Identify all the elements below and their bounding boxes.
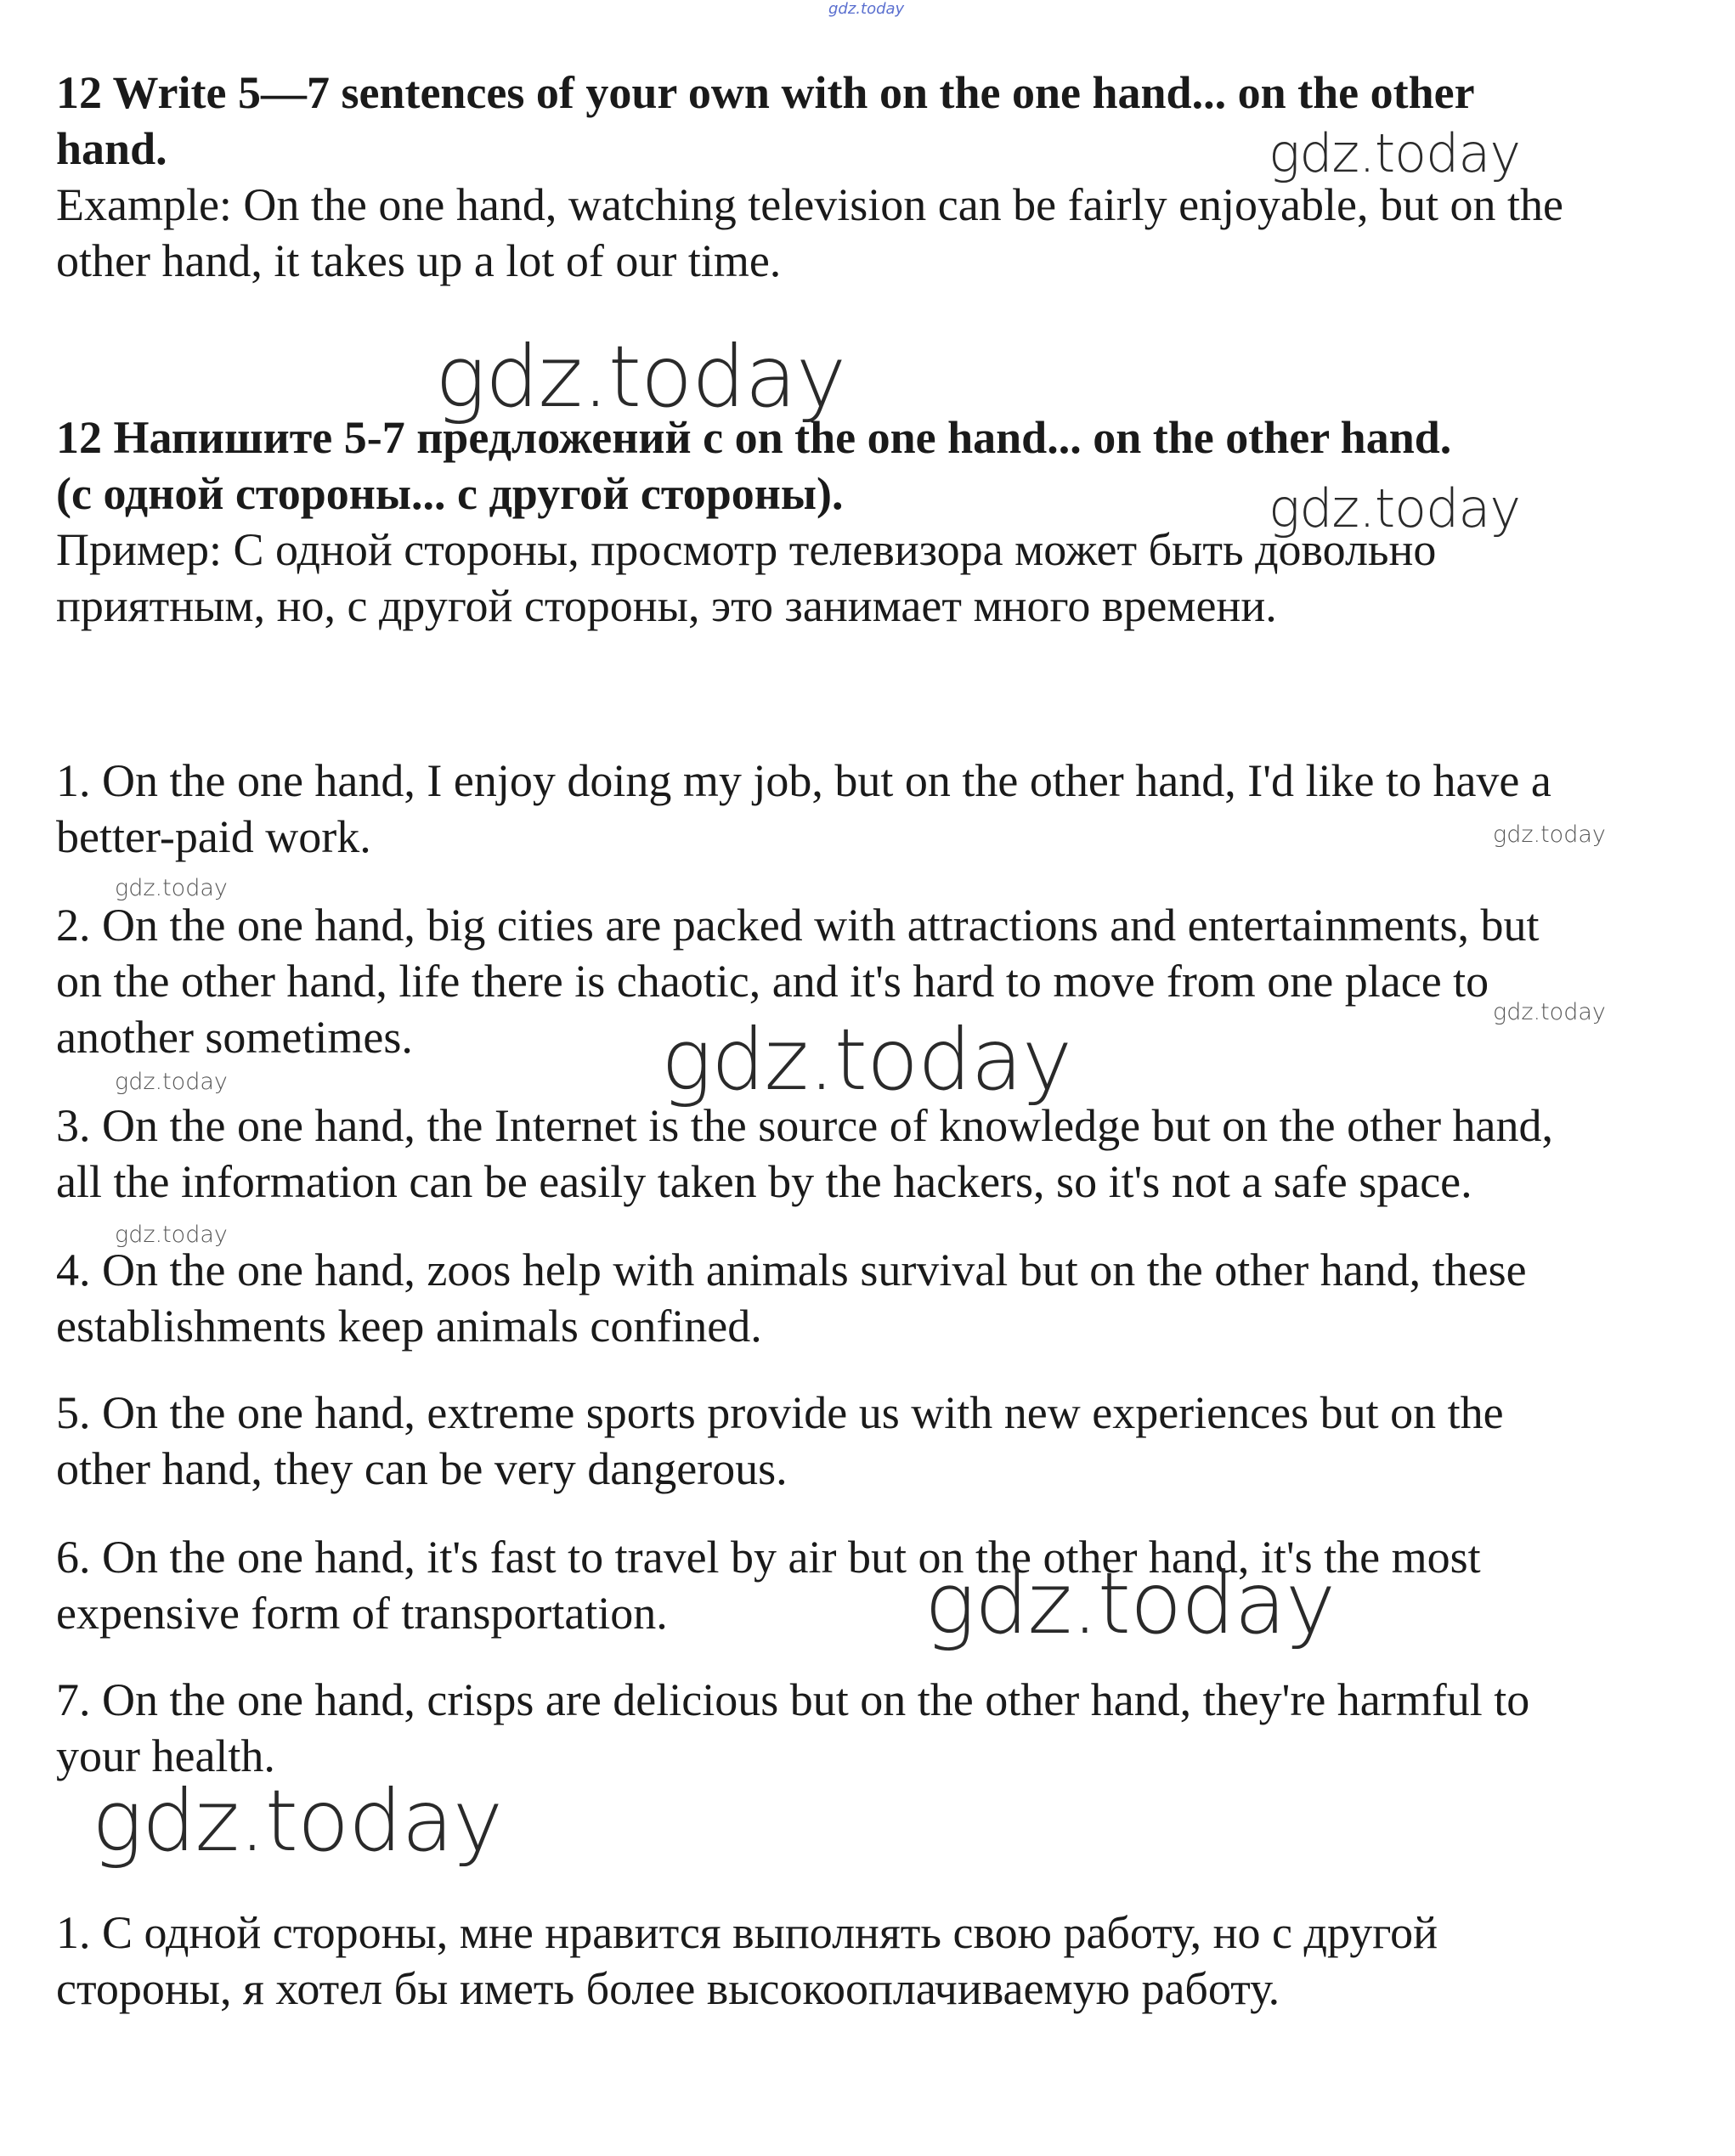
watermark: gdz.today [1493,821,1606,848]
watermark: gdz.today [115,1222,228,1248]
task-heading-en-line1: 12 Write 5—7 sentences of your own with on the one hand... on the other [56,67,1475,118]
watermark: gdz.today [1493,999,1606,1025]
task-heading-ru-line2: (с одной стороны... с другой стороны). [56,468,844,519]
task-example-en-line1: Example: On the one hand, watching television can be fairly enjoyable, but on the [56,179,1563,230]
watermark: gdz.today [115,875,228,901]
answer-en-6-line1: 6. On the one hand, it's fast to travel by air but on the other hand, it's the most [56,1532,1481,1583]
answer-en-5-line1: 5. On the one hand, extreme sports provide us with new experiences but on the [56,1387,1504,1438]
watermark: gdz.today [92,1771,503,1871]
answer-en-3-line2: all the information can be easily taken by the hackers, so it's not a safe space. [56,1156,1472,1207]
answer-en-7-line1: 7. On the one hand, crisps are delicious but on the other hand, they're harmful to [56,1674,1530,1725]
task-example-ru-line2: приятным, но, с другой стороны, это занимает много времени. [56,580,1277,631]
watermark: gdz.today [1269,477,1521,539]
answer-en-5-line2: other hand, they can be very dangerous. [56,1443,788,1494]
watermark: gdz.today [1269,122,1521,184]
answer-en-2-line3: another sometimes. [56,1012,413,1063]
task-heading-ru-line1: 12 Напишите 5-7 предложений с on the one hand... on the other hand. [56,412,1452,463]
answer-en-7-line2: your health. [56,1730,275,1781]
answer-en-2-line2: on the other hand, life there is chaotic, and it's hard to move from one place to [56,956,1489,1007]
answer-en-1-line2: better-paid work. [56,811,371,862]
watermark-top: gdz.today [828,0,905,18]
watermark: gdz.today [661,1010,1072,1109]
answer-en-1-line1: 1. On the one hand, I enjoy doing my job, but on the other hand, I'd like to have a [56,755,1551,806]
task-example-ru-line1: Пример: С одной стороны, просмотр телевизора может быть довольно [56,524,1437,575]
answer-en-3-line1: 3. On the one hand, the Internet is the source of knowledge but on the other hand, [56,1100,1554,1151]
watermark: gdz.today [115,1069,228,1095]
answer-en-4-line2: establishments keep animals confined. [56,1301,762,1352]
answer-en-2-line1: 2. On the one hand, big cities are packed with attractions and entertainments, but [56,900,1540,951]
answer-ru-1-line2: стороны, я хотел бы иметь более высокооплачиваемую работу. [56,1963,1280,2014]
task-heading-en-line2: hand. [56,123,167,174]
answer-en-6-line2: expensive form of transportation. [56,1588,668,1639]
answer-en-4-line1: 4. On the one hand, zoos help with animals survival but on the other hand, these [56,1244,1527,1295]
watermark: gdz.today [435,327,846,426]
task-example-en-line2: other hand, it takes up a lot of our time. [56,235,782,286]
answer-ru-1-line1: 1. С одной стороны, мне нравится выполнять свою работу, но с другой [56,1907,1438,1958]
watermark: gdz.today [924,1554,1336,1653]
